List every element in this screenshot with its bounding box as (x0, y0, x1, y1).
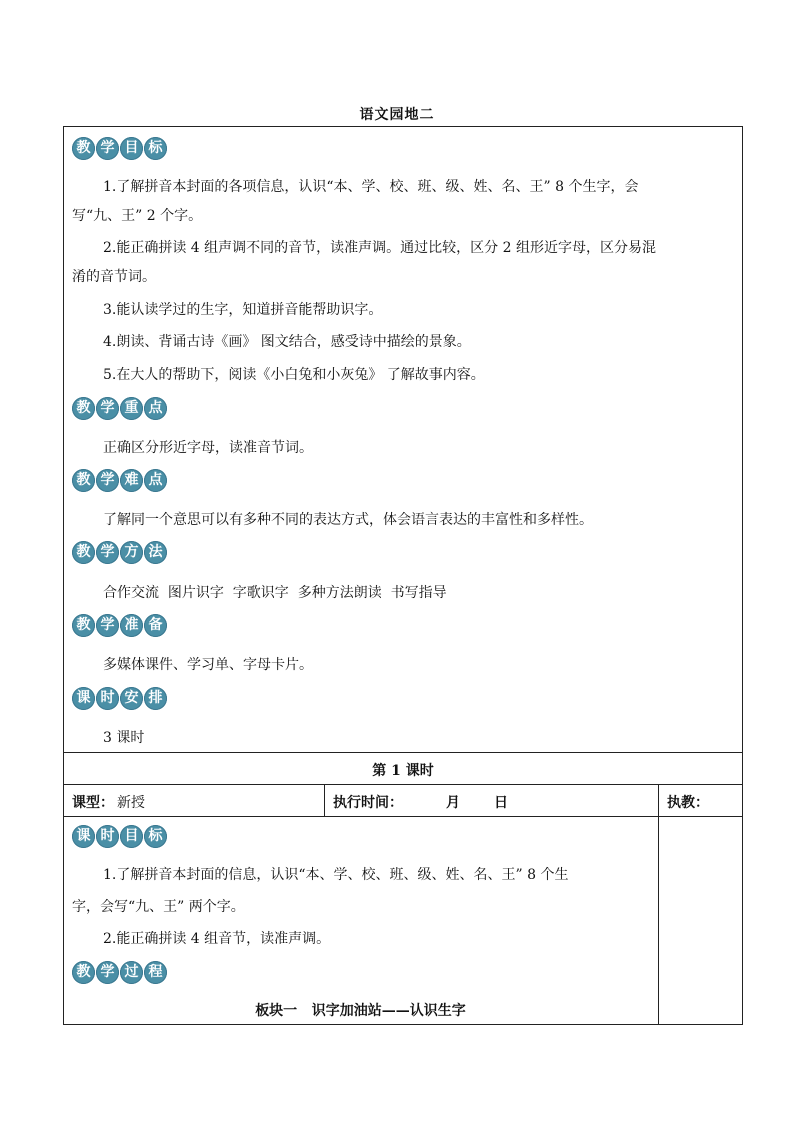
lesson-goal-line-1-cont: 字，会写“九、王” 两个字。 (72, 899, 245, 915)
exec-month-label: 月 (446, 795, 460, 811)
goal-line-3: 3.能认读学过的生字，知道拼音能帮助识字。 (103, 302, 383, 318)
row-divider-lesson-heading-bottom (63, 784, 743, 785)
badge-lesson-goals: 课 时 目 标 (72, 825, 167, 848)
goal-line-2-cont: 淆的音节词。 (72, 269, 156, 285)
block-one-title: 板块一 识字加油站——认识生字 (255, 1003, 466, 1019)
document-title: 语文园地二 (359, 107, 435, 123)
badge-teaching-process: 教 学 过 程 (72, 961, 167, 984)
goal-line-5: 5.在大人的帮助下，阅读《小白兔和小灰兔》 了解故事内容。 (103, 367, 485, 383)
lesson-goal-line-1: 1.了解拼音本封面的信息，认识“本、学、校、班、级、姓、名、王” 8 个生 (103, 867, 569, 883)
badge-schedule: 课 时 安 排 (72, 687, 167, 710)
key-points-text: 正确区分形近字母，读准音节词。 (103, 440, 313, 456)
teaching-prep-text: 多媒体课件、学习单、字母卡片。 (103, 657, 313, 673)
schedule-text: 3 课时 (103, 730, 145, 746)
exec-time-label: 执行时间： (333, 795, 403, 811)
badge-key-points: 教 学 重 点 (72, 397, 167, 420)
lesson-type-label: 课型： (72, 795, 114, 811)
lesson-heading: 第 1 课时 (372, 763, 434, 779)
goal-line-1: 1.了解拼音本封面的各项信息，认识“本、学、校、班、级、姓、名、王” 8 个生字，会 (103, 179, 639, 195)
col-divider-info-1 (324, 784, 325, 816)
badge-teaching-prep: 教 学 准 备 (72, 614, 167, 637)
difficult-points-text: 了解同一个意思可以有多种不同的表达方式，体会语言表达的丰富性和多样性。 (103, 512, 593, 528)
row-divider-info-bottom (63, 816, 743, 817)
row-divider-lesson-heading-top (63, 752, 743, 753)
lesson-goal-line-2: 2.能正确拼读 4 组音节，读准声调。 (103, 931, 331, 947)
col-divider-info-2 (658, 784, 659, 1025)
badge-teaching-goals: 教 学 目 标 (72, 137, 167, 160)
plan-table-frame (63, 126, 743, 1025)
teaching-method-text: 合作交流 图片识字 字歌识字 多种方法朗读 书写指导 (103, 585, 447, 601)
goal-line-4: 4.朗读、背诵古诗《画》 图文结合，感受诗中描绘的景象。 (103, 334, 471, 350)
badge-teaching-method: 教 学 方 法 (72, 541, 167, 564)
goal-line-1-cont: 写“九、王” 2 个字。 (72, 208, 203, 224)
badge-difficult-points: 教 学 难 点 (72, 469, 167, 492)
exec-day-label: 日 (494, 795, 508, 811)
teacher-label: 执教： (667, 795, 709, 811)
goal-line-2: 2.能正确拼读 4 组声调不同的音节，读准声调。通过比较，区分 2 组形近字母，区分易混 (103, 240, 656, 256)
lesson-type-value: 新授 (117, 795, 145, 811)
